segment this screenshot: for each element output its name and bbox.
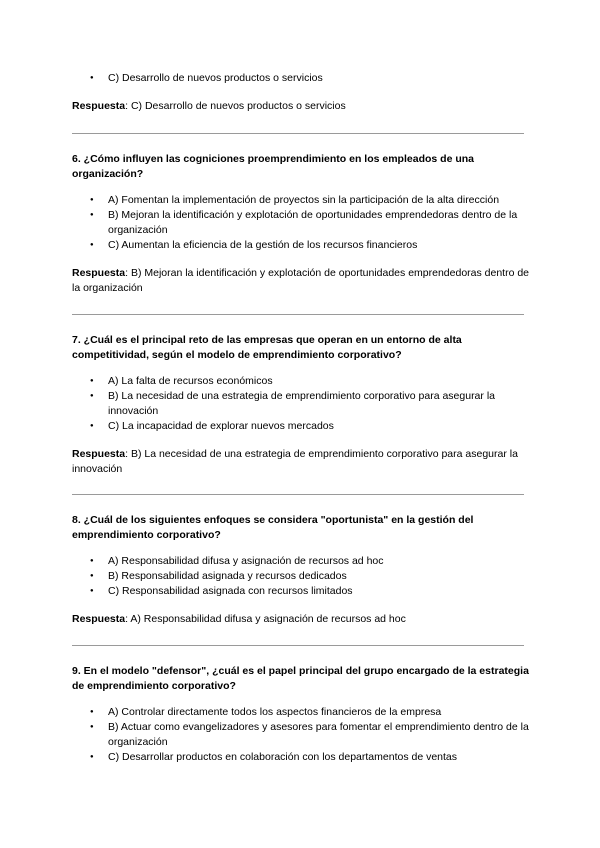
option-item: ● B) Mejoran la identificación y explotación de oportunidades emprendedoras dentro de la organización <box>72 208 532 238</box>
option-item: ● C) Aumentan la eficiencia de la gestión de los recursos financieros <box>72 238 532 253</box>
question-text: 6. ¿Cómo influyen las cogniciones proemprendimiento en los empleados de una organización? <box>72 153 474 180</box>
options-list <box>72 374 532 434</box>
option-item: ● B) Responsabilidad asignada y recursos dedicados <box>72 569 532 584</box>
option-item: ● C) Desarrollo de nuevos productos o servicios <box>72 71 532 86</box>
answer-text: : B) La necesidad de una estrategia de emprendimiento corporativo para asegurar la innovación <box>72 448 518 475</box>
option-item: ● C) La incapacidad de explorar nuevos mercados <box>72 419 532 434</box>
answer <box>72 447 532 477</box>
answer-label: Respuesta <box>72 613 126 625</box>
question-text: 7. ¿Cuál es el principal reto de las empresas que operan en un entorno de alta competitividad, según el modelo de emprendimiento corporativo? <box>72 334 462 361</box>
answer <box>72 612 532 627</box>
answer <box>72 99 532 114</box>
separator-line <box>72 133 524 134</box>
separator-line <box>72 314 524 315</box>
options-list <box>72 705 532 765</box>
separator-line <box>72 645 524 646</box>
question-block-9 <box>72 664 532 765</box>
question-block-7 <box>72 333 532 477</box>
answer-text: : A) Responsabilidad difusa y asignación de recursos ad hoc <box>125 613 406 625</box>
question-text: 9. En el modelo "defensor", ¿cuál es el papel principal del grupo encargado de la estrategia de emprendimiento corporativo? <box>72 665 529 692</box>
option-item: ● A) La falta de recursos económicos <box>72 374 532 389</box>
options-list <box>72 71 532 86</box>
answer-label: Respuesta <box>72 100 126 112</box>
question-text: 8. ¿Cuál de los siguientes enfoques se considera "oportunista" en la gestión del emprendimiento corporativo? <box>72 514 474 541</box>
option-item: ● C) Responsabilidad asignada con recursos limitados <box>72 584 532 599</box>
answer-label: Respuesta <box>72 448 126 460</box>
question-block-6 <box>72 152 532 296</box>
question-block-5-tail <box>72 71 532 114</box>
answer-label: Respuesta <box>72 267 126 279</box>
option-item: ● B) La necesidad de una estrategia de emprendimiento corporativo para asegurar la innovación <box>72 389 532 419</box>
option-item: ● A) Fomentan la implementación de proyectos sin la participación de la alta dirección <box>72 193 532 208</box>
option-item: ● C) Desarrollar productos en colaboración con los departamentos de ventas <box>72 750 532 765</box>
options-list <box>72 554 532 599</box>
options-list <box>72 193 532 253</box>
answer <box>72 266 532 296</box>
separator-line <box>72 494 524 495</box>
option-item: ● A) Controlar directamente todos los aspectos financieros de la empresa <box>72 705 532 720</box>
answer-text: : B) Mejoran la identificación y explotación de oportunidades emprendedoras dentro de la organización <box>72 267 530 294</box>
option-item: ● B) Actuar como evangelizadores y asesores para fomentar el emprendimiento dentro de la organización <box>72 720 532 750</box>
answer-text: : C) Desarrollo de nuevos productos o servicios <box>125 100 346 112</box>
option-item: ● A) Responsabilidad difusa y asignación de recursos ad hoc <box>72 554 532 569</box>
question-block-8 <box>72 513 532 627</box>
